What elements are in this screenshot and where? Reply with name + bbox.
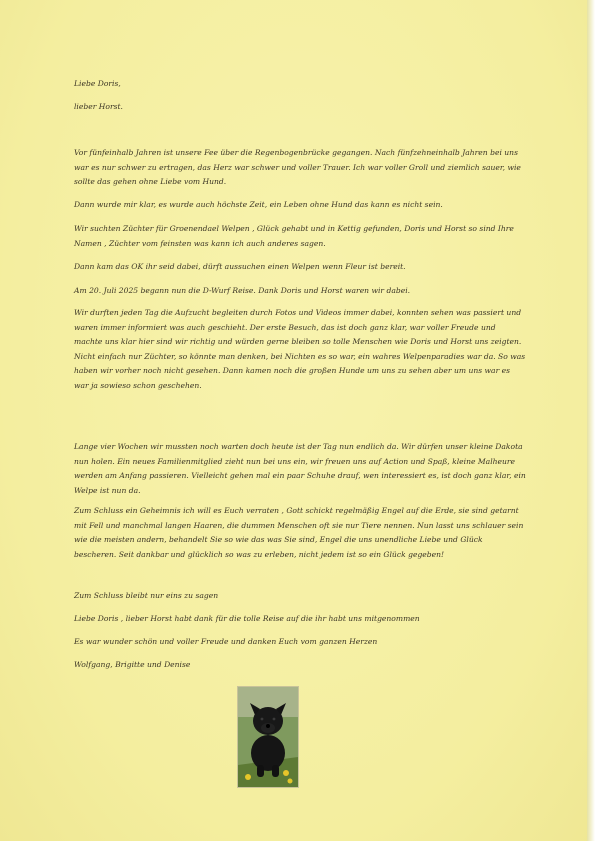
thanks-line: Liebe Doris , lieber Horst habt dank für die tolle Reise auf die ihr habt uns mitgenommen [74,614,420,623]
salutation-doris: Liebe Doris, [74,79,121,88]
paper-edge [587,0,595,841]
paragraph-5: Am 20. Juli 2025 begann nun die D-Wurf Reise. Dank Doris und Horst waren wir dabei. [74,286,411,295]
closing-line: Zum Schluss bleibt nur eins zu sagen [74,591,219,600]
paragraph-8: Zum Schluss ein Geheimnis ich will es Euch verraten , Gott schickt regelmäßig Engel auf die Erde, sie sind getarnt mit Fell und manchmal langen Haaren, die dummen Menschen oft sie nur Tiere nennen. Nun lasst uns schlauer sein wie die meisten andern, behandelt Sie so wie das was Sie sind, Engel die uns unendliche Liebe und Glück bescheren. Seit dankbar und glücklich so was zu erleben, nicht jedem ist so ein Glück gegeben! [74,506,524,559]
puppy-icon [238,687,298,787]
paragraph-4: Dann kam das OK ihr seid dabei, dürft aussuchen einen Welpen wenn Fleur ist bereit. [74,262,406,271]
gratitude-line: Es war wunder schön und voller Freude und danken Euch vom ganzen Herzen [74,637,378,646]
salutation-horst: lieber Horst. [74,102,123,111]
paragraph-3: Wir suchten Züchter für Groenendael Welpen , Glück gehabt und in Kettig gefunden, Doris und Horst so sind Ihre Namen , Züchter vom feinsten was kann ich auch anderes sagen. [74,224,514,248]
signature: Wolfgang, Brigitte und Denise [74,660,191,669]
paragraph-6: Wir durften jeden Tag die Aufzucht begleiten durch Fotos und Videos immer dabei, konnten sehen was passiert und waren immer informiert was auch geschieht. Der erste Besuch, das ist doch ganz klar, war voller Freude und machte uns klar hier sind wir richtig und würden gerne bleiben so tolle Menschen wie Doris und Horst uns zeigten. Nicht einfach nur Züchter, so könnte man denken, bei Nichten es so war, ein wahres Welpenparadies war da. So was haben wir vorher noch nicht gesehen. Dann kamen noch die großen Hunde um uns zu sehen aber um uns war es war ja sowieso schon geschehen. [74,308,526,390]
puppy-photo [237,686,299,788]
paragraph-2: Dann wurde mir klar, es wurde auch höchste Zeit, ein Leben ohne Hund das kann es nicht sein. [74,200,443,209]
paragraph-1: Vor fünfeinhalb Jahren ist unsere Fee über die Regenbogenbrücke gegangen. Nach fünfzehneinhalb Jahren bei uns war es nur schwer zu ertragen, das Herz war schwer und voller Trauer. Ich war voller Groll und ziemlich sauer, wie sollte das gehen ohne Liebe vom Hund. [74,148,521,187]
paragraph-7: Lange vier Wochen wir mussten noch warten doch heute ist der Tag nun endlich da. Wir dürfen unser kleine Dakota nun holen. Ein neues Familienmitglied zieht nun bei uns ein, wir freuen uns auf Action und Spaß, kleine Malheure werden am Anfang passieren. Vielleicht gehen mal ein paar Schuhe drauf, wen interessiert es, ist doch ganz klar, ein Welpe ist nun da. [74,442,526,495]
